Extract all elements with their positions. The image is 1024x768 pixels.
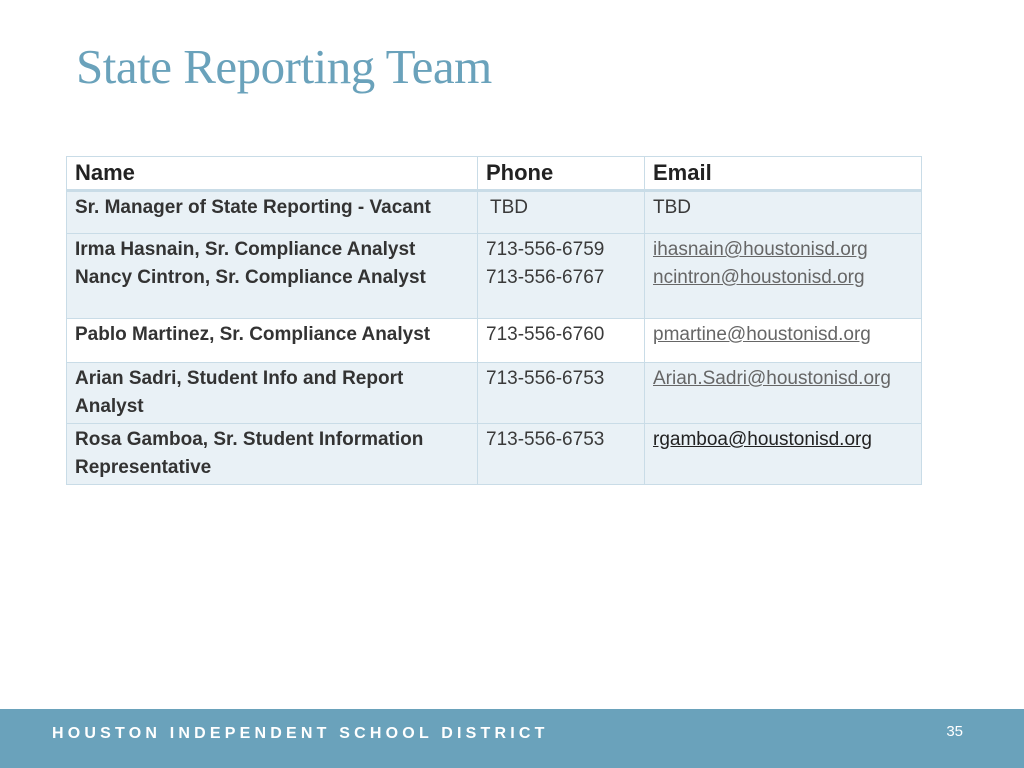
phone-line: 713-556-6767 [486, 267, 605, 288]
name-cell [67, 191, 478, 234]
name-line: Irma Hasnain, Sr. Compliance Analyst [75, 239, 416, 260]
name-cell [67, 424, 478, 485]
name-line: Analyst [75, 396, 144, 417]
email-link[interactable]: ncintron@houstonisd.org [653, 267, 865, 288]
header-phone: Phone [478, 157, 645, 191]
email-cell [645, 234, 922, 319]
phone-cell [478, 424, 645, 485]
email-cell [645, 424, 922, 485]
header-email: Email [645, 157, 922, 191]
slide-title: State Reporting Team [76, 39, 492, 94]
header-name: Name [67, 157, 478, 191]
phone-line: 713-556-6760 [486, 324, 605, 345]
email-link[interactable]: ihasnain@houstonisd.org [653, 239, 868, 260]
table-row [67, 234, 922, 319]
phone-cell [478, 234, 645, 319]
footer-bar [0, 709, 1024, 768]
name-line: Sr. Manager of State Reporting - Vacant [75, 197, 431, 218]
phone-line: TBD [490, 197, 528, 218]
phone-line: 713-556-6753 [486, 368, 605, 389]
email-cell [645, 191, 922, 234]
email-link[interactable]: Arian.Sadri@houstonisd.org [653, 368, 891, 389]
team-table [66, 156, 922, 485]
email-line: TBD [653, 197, 691, 218]
name-line: Rosa Gamboa, Sr. Student Information [75, 429, 424, 450]
name-line: Arian Sadri, Student Info and Report [75, 368, 404, 389]
phone-cell [478, 319, 645, 363]
name-cell [67, 234, 478, 319]
phone-line: 713-556-6753 [486, 429, 605, 450]
table-row [67, 363, 922, 424]
email-cell [645, 363, 922, 424]
email-link[interactable]: pmartine@houstonisd.org [653, 324, 871, 345]
phone-line: 713-556-6759 [486, 239, 605, 260]
name-line: Representative [75, 457, 212, 478]
table-row [67, 424, 922, 485]
organization-name: HOUSTON INDEPENDENT SCHOOL DISTRICT [52, 725, 549, 742]
page-number: 35 [946, 723, 963, 740]
name-line: Pablo Martinez, Sr. Compliance Analyst [75, 324, 431, 345]
table-row [67, 191, 922, 234]
phone-cell [478, 363, 645, 424]
phone-cell [478, 191, 645, 234]
table-row [67, 319, 922, 363]
name-line: Nancy Cintron, Sr. Compliance Analyst [75, 267, 426, 288]
email-link[interactable]: rgamboa@houstonisd.org [653, 429, 872, 450]
table-header-row [67, 157, 922, 191]
email-cell [645, 319, 922, 363]
name-cell [67, 363, 478, 424]
name-cell [67, 319, 478, 363]
